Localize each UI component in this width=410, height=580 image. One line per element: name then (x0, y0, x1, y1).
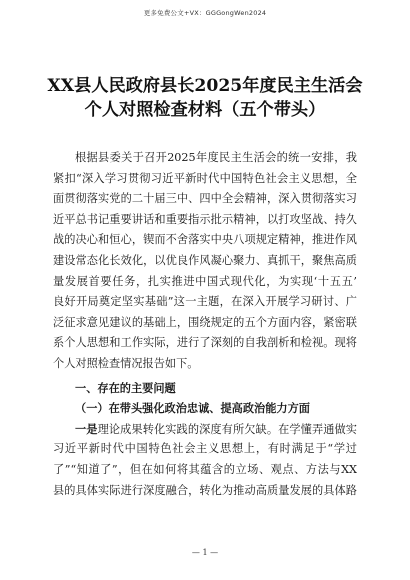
title-line-2: 个人对照检查材料（五个带头） (84, 100, 326, 120)
intro-line: 战的决心和恒心，锲而不舍落实中央八项规定精神，推进作风 (53, 233, 357, 247)
para2-line: 了”“知道了”，但在如何将其蕴含的立场、观点、方法与XX (53, 462, 357, 476)
intro-line: 建设常态化长效化，以优良作风凝心聚力、真抓干，聚焦高质 (53, 253, 357, 267)
intro-line: 紧扣“深入学习贯彻习近平新时代中国特色社会主义思想，全 (53, 171, 357, 185)
document-body (53, 148, 357, 501)
title-line-1: XX县人民政府县长2025年度民主生活会 (47, 76, 363, 96)
para2-lead: 一是 (75, 421, 98, 436)
intro-line: 根据县委关于召开2025年度民主生活会的统一安排，我 (75, 151, 357, 164)
intro-line: 泛征求意见建议的基础上，围绕规定的五个方面内容，紧密联 (53, 315, 357, 329)
header-note: 更多免费公文+VX：GGGongWen2024 (143, 9, 267, 17)
intro-line: 量发展首要任务，扎实推进中国式现代化，为实现‘十五五’ (53, 274, 357, 288)
para2-line (53, 419, 357, 440)
para2-line: 县的具体实际进行深度融合，转化为推动高质量发展的具体路 (53, 483, 357, 497)
intro-line: 个人对照检查情况报告如下。 (53, 356, 199, 370)
para2-line-text: 理论成果转化实践的深度有所欠缺。在学懂弄通做实 (97, 422, 357, 436)
document-title (40, 74, 370, 122)
intro-line: 良好开局奠定坚实基础”这一主题，在深入开展学习研讨、广 (53, 295, 357, 309)
page-number: — 1 — (191, 548, 219, 557)
intro-line: 系个人思想和工作实际，进行了深刻的自我剖析和检视。现将 (53, 336, 357, 350)
intro-line: 近平总书记重要讲话和重要指示批示精神，以打攻坚战、持久 (53, 212, 357, 226)
intro-line: 面贯彻落实党的二十届三中、四中全会精神，深入贯彻落实习 (53, 192, 357, 206)
section-heading: 一、存在的主要问题 (75, 380, 176, 395)
subsection-heading: （一）在带头强化政治忠诚、提高政治能力方面 (75, 401, 310, 416)
para2-line: 习近平新时代中国特色社会主义思想上，有时满足于“学过 (53, 442, 357, 456)
